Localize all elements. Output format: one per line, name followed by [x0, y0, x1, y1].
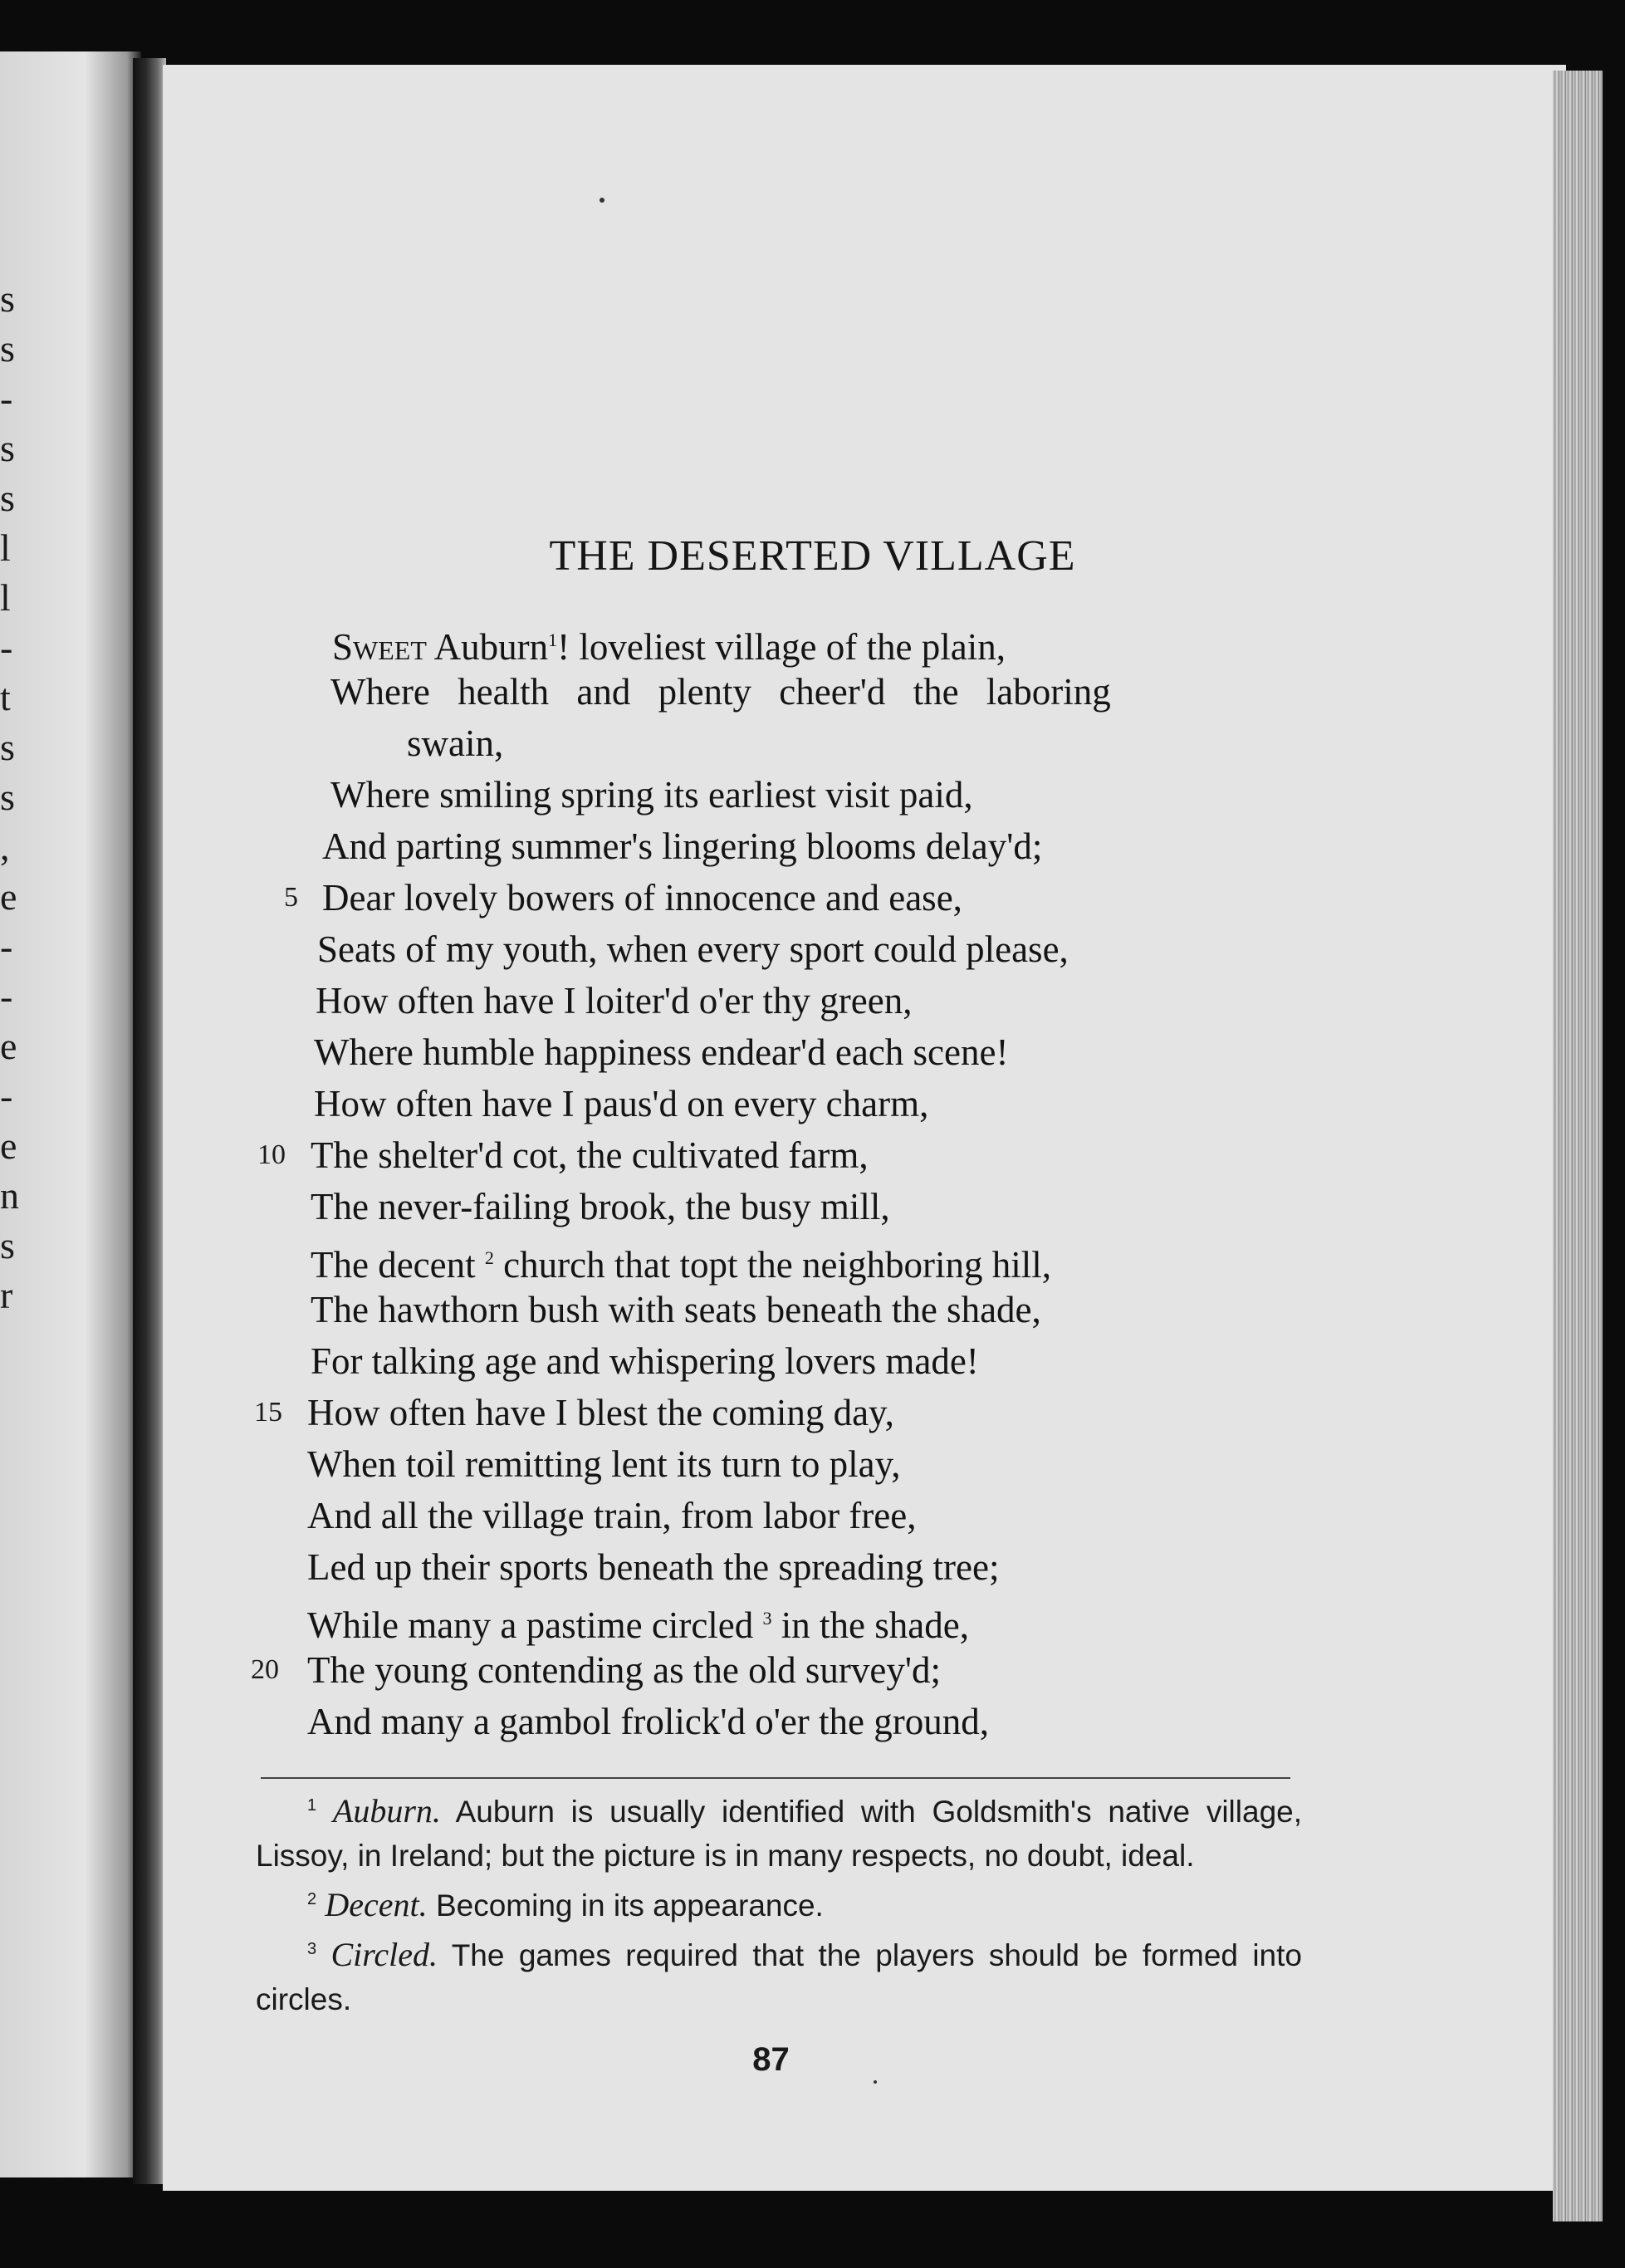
poem-line — [307, 923, 1337, 975]
line-text: How often have I blest the coming day, — [307, 1392, 894, 1433]
previous-page-char: , — [0, 825, 10, 868]
footnote-marker: 2 — [484, 1247, 494, 1268]
footnote-text: Auburn is usually identified with Goldsmith's native village, Lissoy, in Ireland; but the picture is in many respects, no doubt, ideal. — [256, 1795, 1302, 1873]
line-text: Dear lovely bowers of innocence and ease, — [322, 877, 962, 918]
previous-page-text-edge — [0, 274, 18, 1320]
line-number: 5 — [284, 882, 298, 913]
previous-page-char: t — [0, 676, 11, 718]
poem-line — [307, 975, 1337, 1026]
previous-page-char: - — [0, 1075, 13, 1117]
previous-page-char: s — [0, 1224, 15, 1266]
line-text: Auburn — [426, 626, 549, 668]
previous-page-char: - — [0, 377, 13, 419]
line-text: The young contending as the old survey'd; — [307, 1649, 941, 1691]
footnote-marker: 3 — [762, 1608, 772, 1629]
previous-page-char: e — [0, 1025, 17, 1067]
line-text: Where humble happiness endear'd each scene! — [314, 1031, 1009, 1073]
previous-page-char: s — [0, 327, 15, 370]
line-text: The decent — [311, 1244, 485, 1286]
previous-page-char: s — [0, 726, 15, 768]
poem-line — [307, 1490, 1337, 1541]
poem-line — [307, 1284, 1337, 1335]
line-text: Led up their sports beneath the spreading tree; — [307, 1546, 1000, 1588]
speck — [600, 198, 604, 203]
previous-page — [0, 51, 141, 2177]
page-number: 87 — [752, 2041, 790, 2078]
line-text: When toil remitting lent its turn to play, — [307, 1443, 901, 1485]
previous-page-char: - — [0, 626, 13, 669]
footnote — [256, 1928, 1302, 2021]
footnote-term: Auburn. — [332, 1792, 441, 1830]
previous-page-char: - — [0, 975, 13, 1017]
poem-line — [307, 718, 1337, 769]
line-text: swain, — [407, 723, 504, 764]
poem-title — [0, 531, 1625, 580]
poem-line — [307, 1026, 1337, 1078]
poem-line — [307, 1438, 1337, 1490]
footnote-text: Becoming in its appearance. — [427, 1888, 824, 1923]
line-text: And many a gambol frolick'd o'er the ground, — [307, 1701, 990, 1742]
previous-page-char: l — [0, 527, 11, 569]
previous-page-char: - — [0, 925, 13, 967]
poem-line — [307, 666, 1337, 718]
previous-page-char: r — [0, 1274, 13, 1316]
book-spine — [133, 58, 166, 2184]
line-text: For talking age and whispering lovers made! — [311, 1340, 979, 1382]
poem-line — [307, 1593, 1337, 1644]
previous-page-char: n — [0, 1174, 19, 1217]
line-text: The shelter'd cot, the cultivated farm, — [311, 1134, 869, 1176]
line-text: How often have I loiter'd o'er thy green, — [316, 980, 913, 1021]
line-text: And parting summer's lingering blooms delay'd; — [322, 825, 1043, 867]
speck — [874, 2080, 877, 2084]
line-text: While many a pastime circled — [307, 1604, 763, 1646]
line-text: And all the village train, from labor free, — [307, 1495, 917, 1536]
line-text: church that topt the neighboring hill, — [493, 1244, 1052, 1286]
poem-line — [254, 1387, 1337, 1438]
line-text: The hawthorn bush with seats beneath the shade, — [311, 1289, 1041, 1330]
poem-line — [307, 1078, 1337, 1129]
poem-line — [307, 615, 1337, 666]
previous-page-char: s — [0, 477, 15, 519]
footnote-rule — [261, 1777, 1290, 1779]
poem-title-text: THE DESERTED VILLAGE — [549, 532, 1076, 580]
line-text: The never-failing brook, the busy mill, — [311, 1186, 890, 1227]
line-text: Where health and plenty cheer'd the laboring — [330, 671, 1111, 713]
page-edges — [1553, 71, 1603, 2221]
footnote-number: 1 — [307, 1796, 317, 1815]
previous-page-char: s — [0, 776, 15, 818]
poem-line — [284, 872, 1337, 923]
previous-page-char: e — [0, 1124, 17, 1167]
footnotes — [256, 1784, 1302, 2021]
opening-word: Sweet — [332, 626, 427, 668]
poem-line — [251, 1644, 1337, 1696]
line-text: ! loveliest village of the plain, — [557, 626, 1006, 668]
footnote-term: Decent. — [325, 1886, 428, 1923]
footnote — [256, 1878, 1302, 1928]
footnote-number: 2 — [307, 1890, 317, 1908]
footnote — [256, 1784, 1302, 1878]
line-number: 10 — [257, 1139, 286, 1170]
line-text: Where smiling spring its earliest visit paid, — [330, 774, 973, 816]
previous-page-char: s — [0, 427, 15, 469]
poem-line — [307, 1232, 1337, 1284]
line-text: How often have I paus'd on every charm, — [314, 1083, 929, 1124]
line-text: Seats of my youth, when every sport could please, — [317, 928, 1069, 970]
poem-line — [307, 769, 1337, 820]
poem-line — [307, 1541, 1337, 1593]
footnote-number: 3 — [307, 1940, 317, 1958]
line-number: 20 — [251, 1654, 279, 1685]
previous-page-char: s — [0, 277, 15, 320]
poem-line — [307, 1335, 1337, 1387]
poem-body — [251, 615, 1337, 1747]
line-number: 15 — [254, 1397, 282, 1428]
footnote-marker: 1 — [548, 629, 558, 650]
footnote-term: Circled. — [330, 1936, 438, 1973]
poem-line — [307, 1181, 1337, 1232]
poem-line — [257, 1129, 1337, 1181]
poem-line — [307, 1696, 1337, 1747]
previous-page-char: l — [0, 576, 11, 619]
line-text: in the shade, — [771, 1604, 969, 1646]
footnote-text: The games required that the players should be formed into circles. — [256, 1938, 1302, 2016]
poem-line — [307, 820, 1337, 872]
previous-page-char: e — [0, 875, 17, 918]
